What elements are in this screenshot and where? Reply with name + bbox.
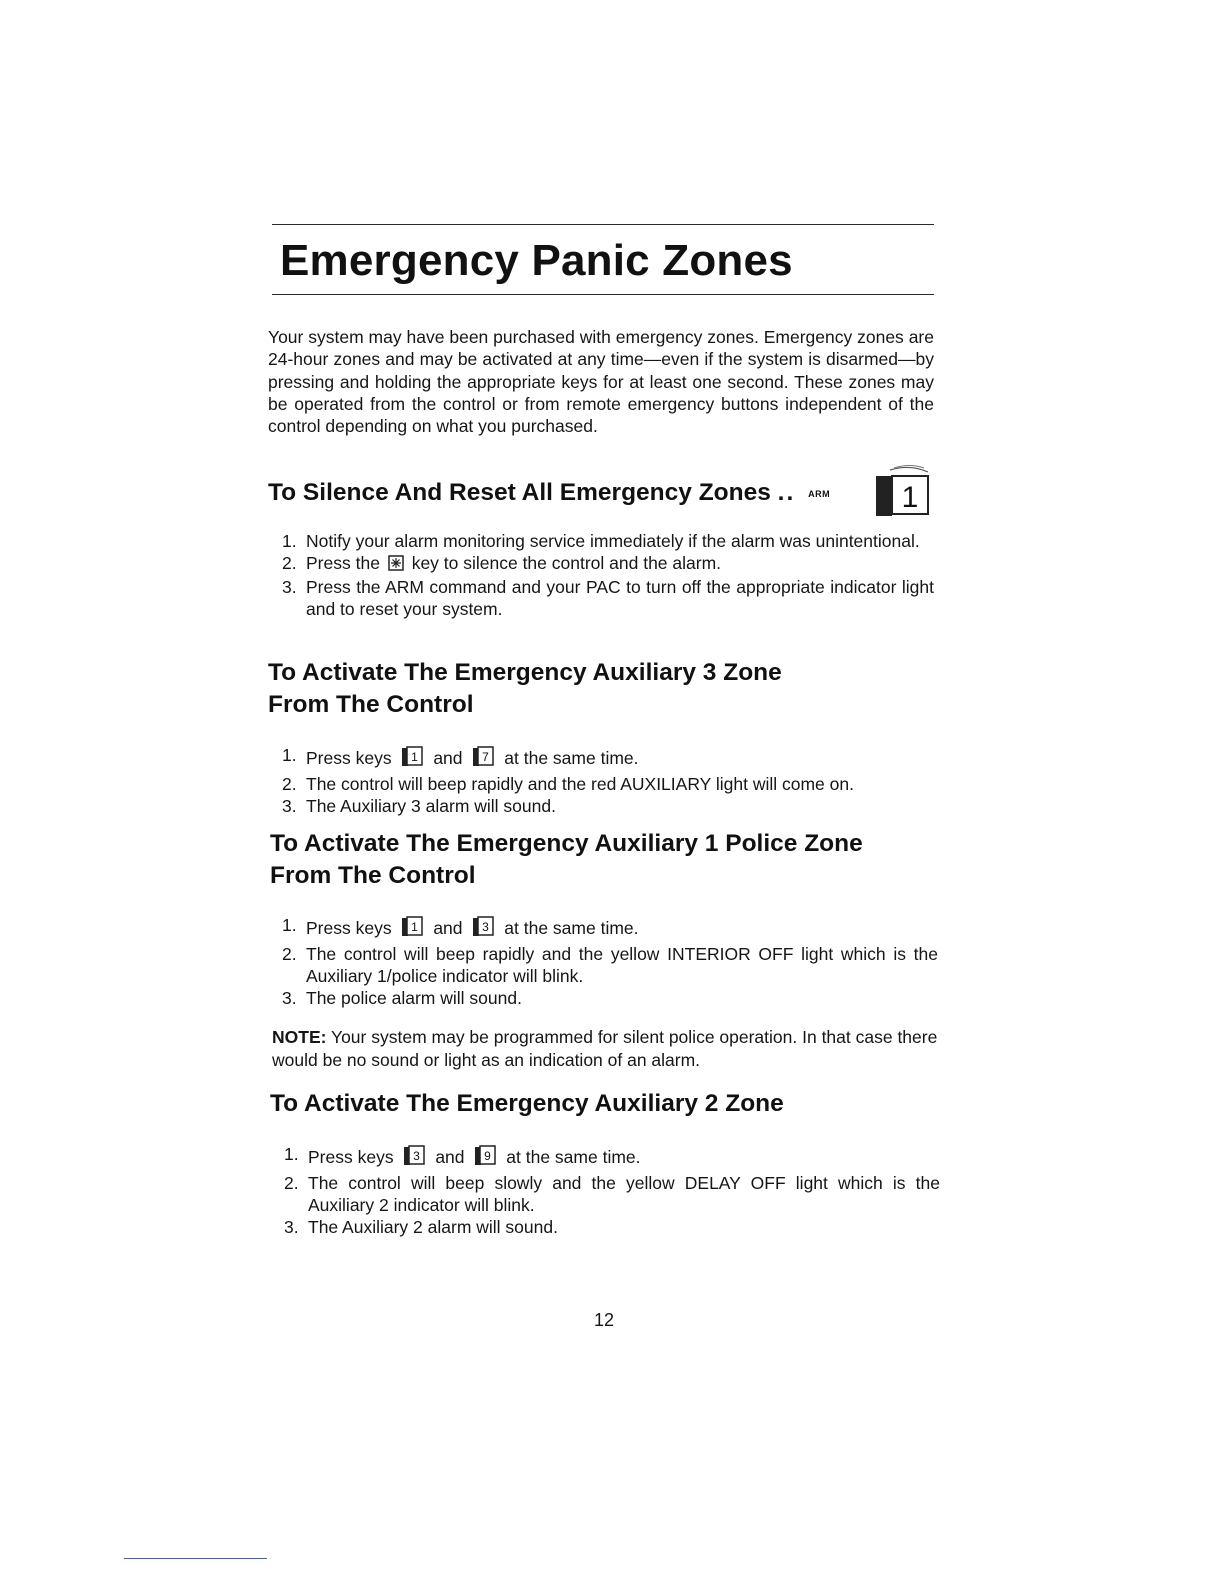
- section-heading-text: To Silence And Reset All Emergency Zones: [268, 479, 771, 506]
- svg-text:1: 1: [411, 750, 419, 764]
- key-1-large-icon: [870, 462, 934, 527]
- steps-auxiliary-2: [274, 1143, 940, 1238]
- list-item: 1. Press keys 3 and 9 at the same time.: [274, 1143, 940, 1172]
- heading-dots: ..: [777, 479, 796, 506]
- list-item: 1. Notify your alarm monitoring service immediately if the alarm was unintentional.: [282, 531, 920, 551]
- steps-auxiliary-1-police: [272, 914, 938, 1009]
- star-key-icon: [388, 554, 404, 576]
- steps-silence-reset: [272, 530, 934, 620]
- section-heading-auxiliary-1-police: To Activate The Emergency Auxiliary 1 Police Zone From The Control: [270, 830, 863, 889]
- key-9-icon: [473, 1143, 497, 1172]
- svg-text:7: 7: [482, 750, 490, 764]
- svg-text:3: 3: [413, 1149, 421, 1163]
- note-paragraph: [272, 1026, 938, 1072]
- list-item: 2. The control will beep rapidly and the red AUXILIARY light will come on.: [282, 774, 854, 794]
- list-item: 1. Press keys 1 and 3 at the same time.: [272, 914, 938, 943]
- key-3-icon: [471, 914, 495, 943]
- svg-text:9: 9: [484, 1149, 492, 1163]
- title-top-rule: [272, 224, 934, 225]
- list-item: 3. The Auxiliary 3 alarm will sound.: [282, 796, 556, 816]
- steps-auxiliary-3: [272, 744, 938, 817]
- svg-text:1: 1: [411, 920, 419, 934]
- title-bottom-rule: [272, 294, 934, 295]
- key-1-icon: [400, 744, 424, 773]
- note-text: Your system may be programmed for silent police operation. In that case there would be no sound or light as an indication of an alarm.: [272, 1027, 938, 1070]
- list-item: 2. The control will beep rapidly and the yellow INTERIOR OFF light which is the Auxiliary 1/police indicator will blink.: [282, 944, 938, 986]
- intro-paragraph: Your system may have been purchased with emergency zones. Emergency zones are 24-hour zones and may be activated at any time—even if the system is disarmed—by pressing and holding the appropriate keys for at least one second. These zones may be operated from the control or from remote emergency buttons independent of the control depending on what you purchased.: [268, 327, 934, 437]
- arm-tag: ARM: [808, 488, 831, 499]
- section-heading-silence-reset: [268, 477, 830, 510]
- key-big-label: 1: [901, 481, 919, 514]
- list-item: 3. The police alarm will sound.: [282, 988, 522, 1008]
- list-item: 1. Press keys 1 and 7 at the same time.: [272, 744, 938, 773]
- svg-text:3: 3: [482, 920, 490, 934]
- page-number: 12: [594, 1310, 615, 1330]
- list-item: 3. The Auxiliary 2 alarm will sound.: [284, 1217, 558, 1237]
- key-7-icon: [471, 744, 495, 773]
- section-heading-auxiliary-3: To Activate The Emergency Auxiliary 3 Zone From The Control: [268, 659, 782, 718]
- footer-link-line: [124, 1558, 267, 1559]
- list-item: 2. Press the key to silence the control and the alarm.: [272, 552, 934, 576]
- page-title: Emergency Panic Zones: [280, 236, 793, 285]
- section-heading-auxiliary-2: To Activate The Emergency Auxiliary 2 Zone: [270, 1090, 784, 1117]
- key-1-icon: [400, 914, 424, 943]
- note-label: NOTE:: [272, 1027, 327, 1047]
- key-3-icon: [402, 1143, 426, 1172]
- list-item: 2. The control will beep slowly and the yellow DELAY OFF light which is the Auxiliary 2 indicator will blink.: [284, 1173, 940, 1215]
- list-item: 3. Press the ARM command and your PAC to turn off the appropriate indicator light and to reset your system.: [282, 577, 934, 619]
